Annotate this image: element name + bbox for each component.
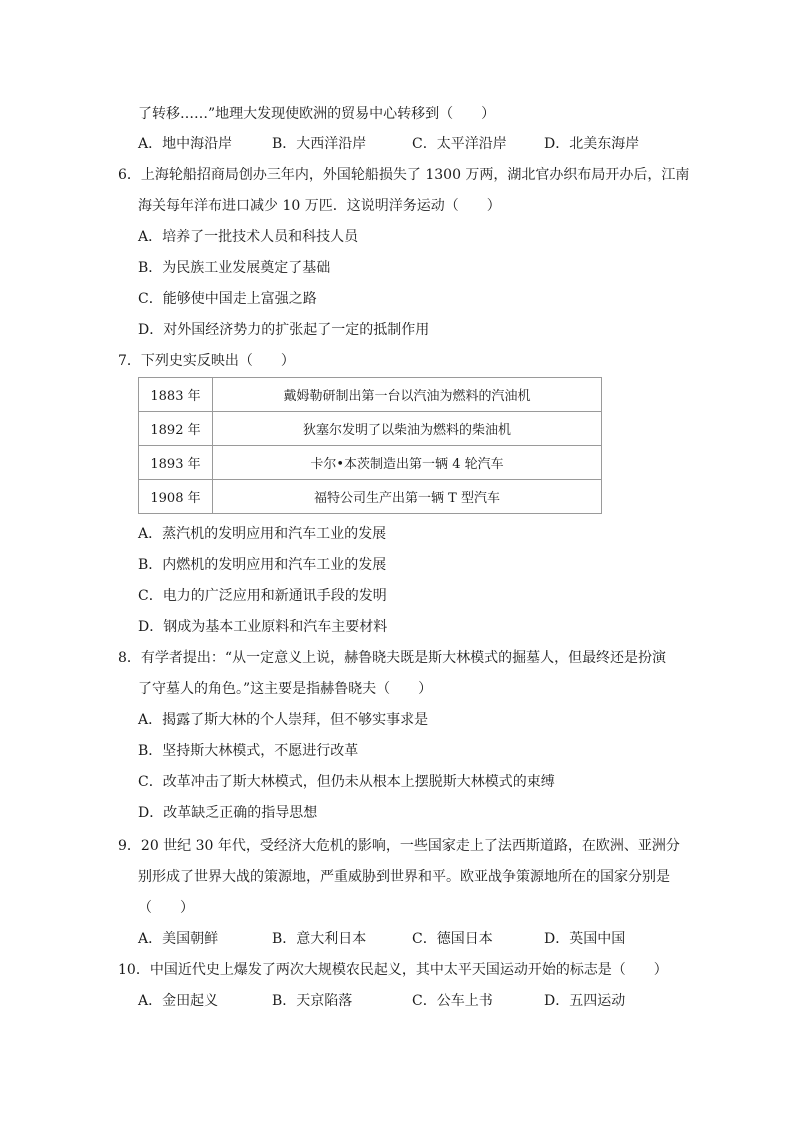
q5-option-a[interactable]: A．地中海沿岸 — [138, 136, 233, 152]
q9-option-d[interactable]: D．英国中国 — [544, 931, 626, 947]
q7-option-d[interactable]: D．钢成为基本工业原料和汽车主要材料 — [138, 619, 388, 635]
table-cell-event: 卡尔•本茨制造出第一辆 4 轮汽车 — [213, 446, 602, 480]
table-cell-event: 狄塞尔发明了以柴油为燃料的柴油机 — [213, 412, 602, 446]
q10-stem: 10．中国近代史上爆发了两次大规模农民起义，其中太平天国运动开始的标志是（ ） — [118, 962, 668, 978]
q5-option-c[interactable]: C．太平洋沿岸 — [412, 136, 507, 152]
q6-stem-line2: 海关每年洋布进口减少 10 万匹．这说明洋务运动（ ） — [138, 198, 501, 214]
q9-stem-line3: （ ） — [138, 900, 194, 916]
table-cell-year: 1892 年 — [139, 412, 213, 446]
q7-option-a[interactable]: A．蒸汽机的发明应用和汽车工业的发展 — [138, 526, 387, 542]
q9-stem-line1: 9．20 世纪 30 年代，受经济大危机的影响，一些国家走上了法西斯道路，在欧洲、亚洲分 — [118, 838, 680, 854]
table-cell-year: 1883 年 — [139, 378, 213, 412]
q5-stem-tail: 了转移……”地理大发现使欧洲的贸易中心转移到（ ） — [138, 106, 496, 122]
q6-stem-line1: 6．上海轮船招商局创办三年内，外国轮船损失了 1300 万两，湖北官办织布局开办后，江南 — [118, 167, 690, 183]
q8-option-c[interactable]: C．改革冲击了斯大林模式，但仍未从根本上摆脱斯大林模式的束缚 — [138, 774, 555, 790]
table-cell-event: 福特公司生产出第一辆 T 型汽车 — [213, 480, 602, 514]
table-cell-event: 戴姆勒研制出第一台以汽油为燃料的汽油机 — [213, 378, 602, 412]
q6-option-d[interactable]: D．对外国经济势力的扩张起了一定的抵制作用 — [138, 322, 430, 338]
table-cell-year: 1908 年 — [139, 480, 213, 514]
q6-option-a[interactable]: A．培养了一批技术人员和科技人员 — [138, 229, 359, 245]
q7-option-b[interactable]: B．内燃机的发明应用和汽车工业的发展 — [138, 557, 387, 573]
q9-option-b[interactable]: B．意大利日本 — [272, 931, 367, 947]
q8-option-b[interactable]: B．坚持斯大林模式，不愿进行改革 — [138, 743, 359, 759]
q8-option-a[interactable]: A．揭露了斯大林的个人崇拜，但不够实事求是 — [138, 712, 429, 728]
q7-option-c[interactable]: C．电力的广泛应用和新通讯手段的发明 — [138, 588, 387, 604]
q10-option-d[interactable]: D．五四运动 — [544, 993, 626, 1009]
q5-option-b[interactable]: B．大西洋沿岸 — [272, 136, 367, 152]
q8-stem-line1: 8．有学者提出：“从一定意义上说，赫鲁晓夫既是斯大林模式的掘墓人，但最终还是扮演 — [118, 650, 667, 666]
q10-option-c[interactable]: C．公车上书 — [412, 993, 493, 1009]
q9-options — [138, 929, 658, 949]
q7-stem: 7．下列史实反映出（ ） — [118, 353, 295, 369]
q10-options — [138, 991, 658, 1011]
q10-option-a[interactable]: A．金田起义 — [138, 993, 219, 1009]
table-row — [139, 378, 602, 412]
table-cell-year: 1893 年 — [139, 446, 213, 480]
q6-option-c[interactable]: C．能够使中国走上富强之路 — [138, 291, 317, 307]
q10-option-b[interactable]: B．天京陷落 — [272, 993, 353, 1009]
table-row — [139, 446, 602, 480]
q8-option-d[interactable]: D．改革缺乏正确的指导思想 — [138, 805, 318, 821]
q5-options — [138, 134, 658, 154]
q9-option-c[interactable]: C．德国日本 — [412, 931, 493, 947]
q9-stem-line2: 别形成了世界大战的策源地，严重威胁到世界和平。欧亚战争策源地所在的国家分别是 — [138, 869, 670, 885]
table-row — [139, 412, 602, 446]
q7-history-table — [138, 377, 602, 514]
q9-option-a[interactable]: A．美国朝鲜 — [138, 931, 219, 947]
q8-stem-line2: 了守墓人的角色。”这主要是指赫鲁晓夫（ ） — [138, 681, 433, 697]
q6-option-b[interactable]: B．为民族工业发展奠定了基础 — [138, 260, 331, 276]
table-row — [139, 480, 602, 514]
q5-option-d[interactable]: D．北美东海岸 — [544, 136, 640, 152]
